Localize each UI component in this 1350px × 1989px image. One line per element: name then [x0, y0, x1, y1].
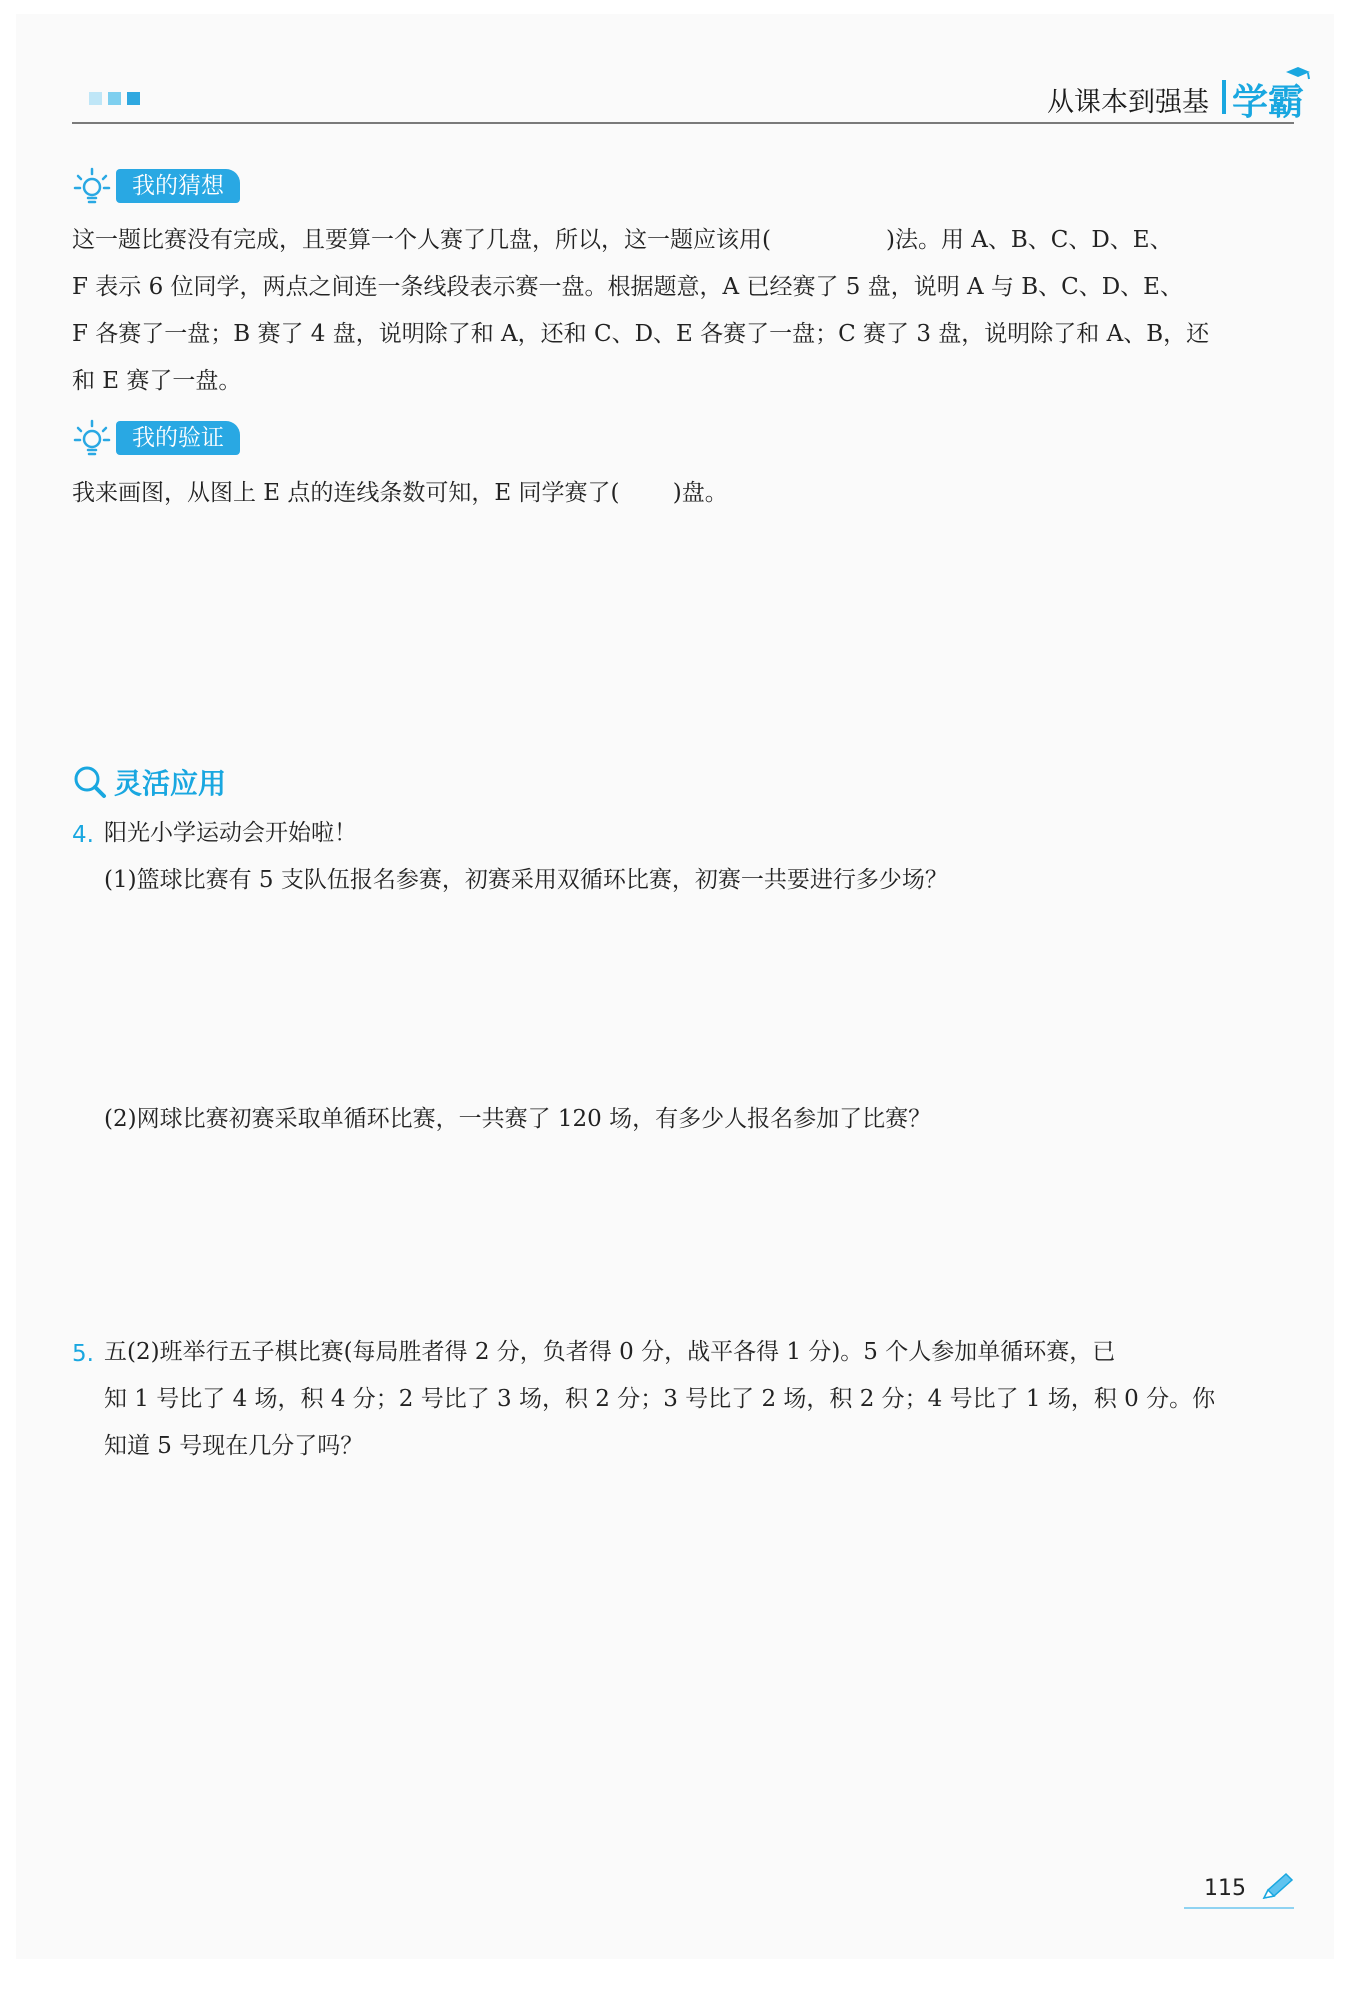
question-5-line-1: 五(2)班举行五子棋比赛(每局胜者得 2 分，负者得 0 分，战平各得 1 分)。5 个人参加单循环赛，已 — [104, 1339, 1116, 1365]
guess-tag-label: 我的猜想 — [116, 169, 240, 203]
question-4-text: 阳光小学运动会开始啦！ — [104, 820, 357, 846]
lightbulb-icon — [72, 166, 112, 206]
verify-tag-label: 我的验证 — [116, 421, 240, 455]
verify-line-1: 我来画图，从图上 E 点的连线条数可知，E 同学赛了( )盘。 — [72, 480, 728, 506]
header-decoration — [89, 92, 140, 105]
guess-line-4: 和 E 赛了一盘。 — [72, 368, 242, 394]
application-section-head — [72, 762, 226, 802]
guess-line-2: F 表示 6 位同学，两点之间连一条线段表示赛一盘。根据题意，A 已经赛了 5 盘，说明 A 与 B、C、D、E、 — [72, 274, 1183, 300]
question-4-part-2: (2)网球比赛初赛采取单循环比赛，一共赛了 120 场，有多少人报名参加了比赛？ — [104, 1106, 932, 1132]
question-5-number: 5. — [72, 1341, 94, 1367]
verify-tag — [72, 418, 240, 458]
verify-paragraph — [72, 470, 1297, 517]
question-4-number: 4. — [72, 822, 94, 848]
guess-line-3: F 各赛了一盘；B 赛了 4 盘，说明除了和 A，还和 C、D、E 各赛了一盘；C 赛了 3 盘，说明除了和 A、B，还 — [72, 321, 1210, 347]
guess-line-1: 这一题比赛没有完成，且要算一个人赛了几盘，所以，这一题应该用( )法。用 A、B、C、D、E、 — [72, 227, 1173, 253]
question-5-line-3: 知道 5 号现在几分了吗？ — [104, 1433, 364, 1459]
question-5-line-2: 知 1 号比了 4 场，积 4 分；2 号比了 3 场，积 2 分；3 号比了 2 场，积 2 分；4 号比了 1 场，积 0 分。你 — [104, 1386, 1216, 1412]
guess-tag — [72, 166, 240, 206]
brand-divider — [1222, 80, 1226, 114]
header-rule — [72, 122, 1294, 124]
guess-paragraph — [72, 217, 1297, 405]
graduation-cap-icon — [1284, 66, 1312, 80]
question-5-text — [104, 1329, 1294, 1470]
header-title: 从课本到强基 — [1047, 87, 1209, 118]
page-number: 115 — [1204, 1876, 1246, 1901]
workbook-page — [16, 14, 1334, 1959]
page-number-rule — [1184, 1907, 1294, 1909]
pencil-icon — [1258, 1872, 1294, 1902]
magnifier-icon — [72, 764, 108, 800]
question-4-part-1: (1)篮球比赛有 5 支队伍报名参赛，初赛采用双循环比赛，初赛一共要进行多少场？ — [104, 867, 948, 893]
application-title: 灵活应用 — [114, 767, 227, 800]
brand-logo: 学霸 — [1231, 82, 1304, 123]
lightbulb-icon — [72, 418, 112, 458]
